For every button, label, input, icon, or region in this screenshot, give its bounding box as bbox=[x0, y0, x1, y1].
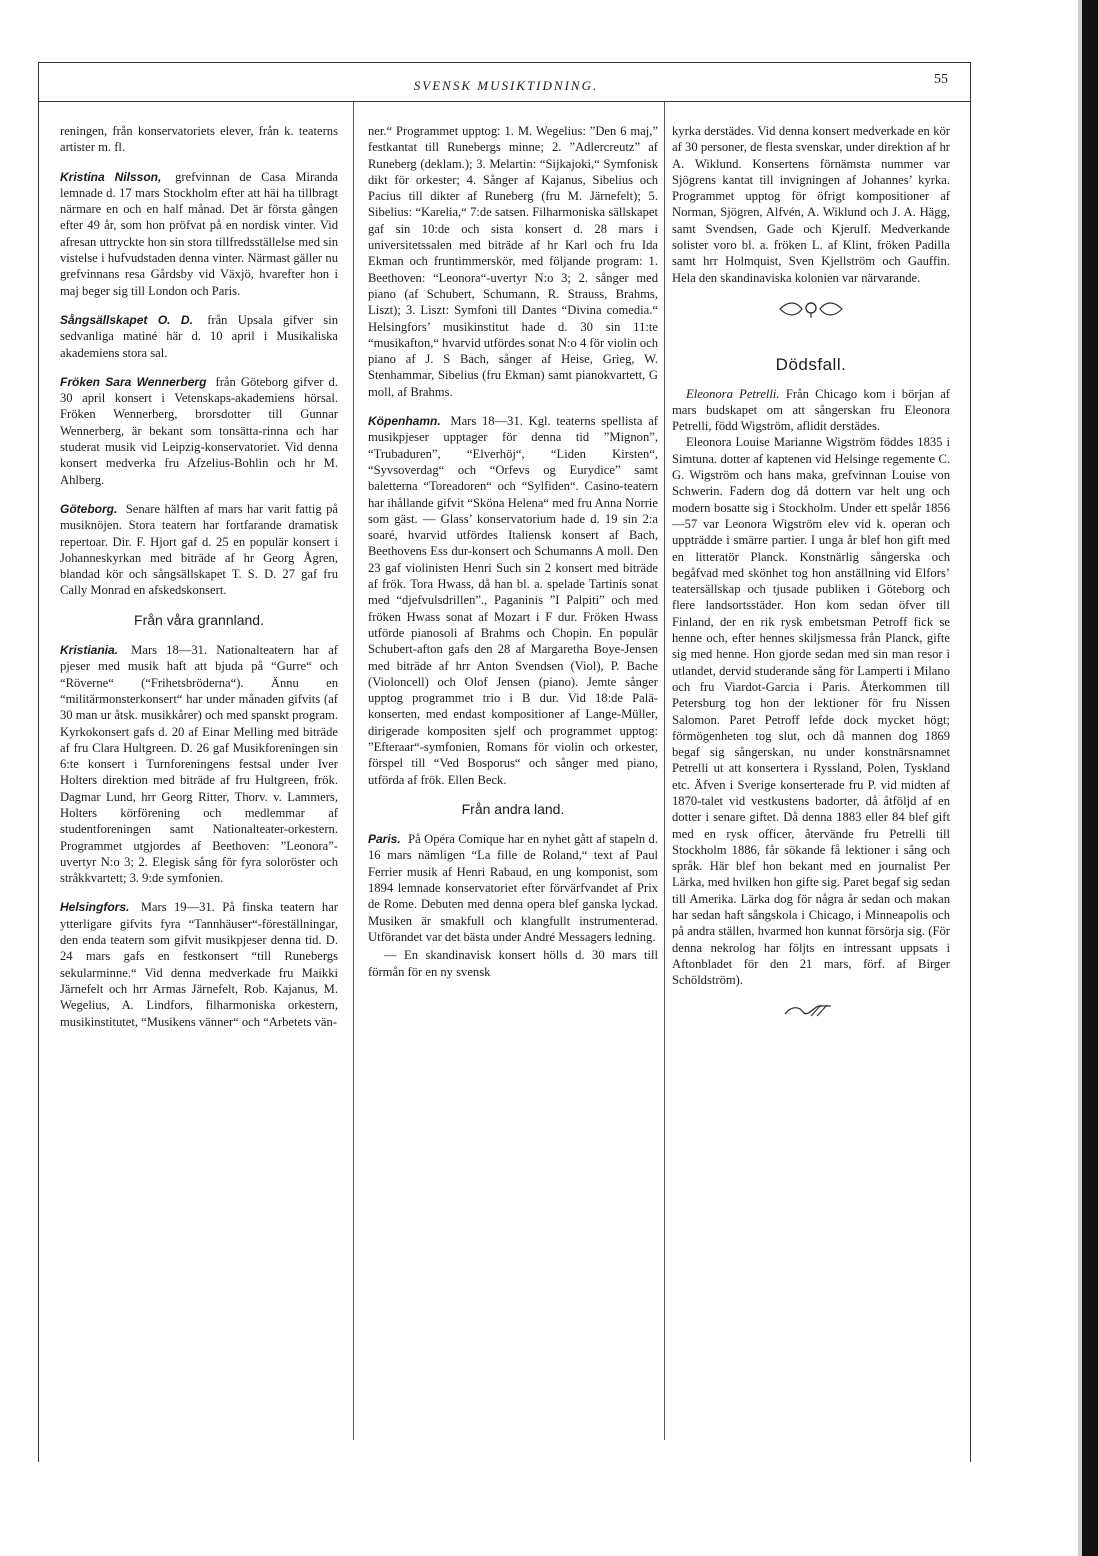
frame-left-line bbox=[38, 62, 39, 1462]
col1-heading-nilsson: Kristina Nilsson, bbox=[60, 169, 162, 184]
col1-paragraph-nilsson bbox=[60, 169, 338, 299]
col2-paragraph-paris bbox=[368, 831, 658, 945]
col3-text-petrelli: Från Chicago kom i början af mars budskapet om att sångerskan fru Eleonora Petrelli, född Wigström, aflidit derstädes. bbox=[672, 386, 950, 434]
frame-top-line bbox=[38, 62, 970, 63]
page-header bbox=[38, 72, 974, 102]
section-divider-ornament-icon bbox=[672, 299, 950, 323]
section-heading-dodsfall: Dödsfall. bbox=[775, 355, 847, 375]
col1-paragraph-kristiania bbox=[60, 642, 338, 886]
col1-heading-kristiania: Kristiania. bbox=[60, 643, 119, 658]
col1-text-helsingfors: Mars 19—31. På finska teatern har ytterligare gifvits fyra “Tannhäuser“-föreställningar, den enda teatern som gifvit musikpjeser denna tid. D. 24 mars gafs en festkonsert “till Runebergs sekularminne.“ Vid denna medverkade fru Maikki Järnefelt och hrr Armas Järnefelt, Rob. Kajanus, M. Wegelius, A. Lindfors, filharmoniska orkestern, musikinstitutet, “Musikens vänner“ och “Arbetets vän- bbox=[60, 900, 338, 1029]
col1-heading-helsingfors: Helsingfors. bbox=[60, 900, 130, 915]
col2-text-paris: På Opéra Comique har en nyhet gått af stapeln d. 16 mars nämligen “La fille de Roland,“ text af Paul Ferrier musik af Henri Rabaud, en ung komponist, som 1894 lemnade konservatoriet efter förvärfvandet af Prix de Rome. Debuten med denna opera blef ganska lyckad. Musiken är smakfull och klangfullt instrumenterad. Utförandet var det bästa under André Messagers ledning. bbox=[368, 832, 658, 944]
running-title: SVENSK MUSIKTIDNING. bbox=[413, 78, 599, 93]
scan-edge-bar bbox=[1082, 0, 1098, 1556]
col3-paragraph-petrelli bbox=[672, 386, 950, 435]
column-1 bbox=[60, 123, 338, 1443]
col1-heading-wennerberg: Fröken Sara Wennerberg bbox=[60, 374, 207, 389]
col1-text-od: från Upsala gifver sin sedvanliga matiné här d. 10 april i Musikaliska akademiens stora sal. bbox=[60, 312, 338, 360]
col2-paragraph-skandinavisk: — En skandinavisk konsert hölls d. 30 mars till förmån för en ny svensk bbox=[368, 948, 658, 979]
section-heading-andra-land: Från andra land. bbox=[461, 800, 565, 817]
col2-heading-kopenhamn: Köpenhamn. bbox=[368, 414, 441, 429]
col1-text-kristiania: Mars 18—31. Nationalteatern har af pjeser med musik haft att bjuda på “Gurre“ och “Röverne“ (“Frihetsbröderna“). Ännu en “militärmonsterkonsert“ har under månaden gifvits (af 30 man ur åtsk. musikkårer) och med spanskt program. Kyrkokonsert gafs d. 20 af Einar Melling med biträde af fru Clara Hultgreen. D. 26 gaf Musikforeningen sin 6:te konsert i Turnforeningens festsal under Iver Holters direktion med biträde af fru Hultgreen, frök. Dagmar Lund, hrr Georg Ritter, Thorv. v. Lammers, Holters körförening och medlemmar af studentforeningen samt Nationalteater-orkestern. Programmet utgjordes af Beethoven: ”Leonora”-uvertyr N:o 3; 2. Elegisk sång för fyra soloröster och stråkkvartett; 3. 9:de symfonien. bbox=[60, 643, 338, 886]
col1-paragraph-wennerberg bbox=[60, 374, 338, 488]
col3-heading-petrelli: Eleonora Petrelli. bbox=[686, 386, 780, 401]
col3-paragraph-biography: Eleonora Louise Marianne Wigström föddes 1835 i Simtuna. dotter af kaptenen vid Helsinge regemente C. G. Wigström och hans maka, grefvinnan Louise von Schwerin. Fadern dog då dottern var helt ung och modern bosatte sig i Stockholm. Under ett spelår 1856—57 var Leonora Wigström elev vid k. operan och uppträdde i smärre partier. I unga år blef hon gift med en litteratör Planck. Konstnärlig sångerska och begåfvad med skönhet tog hon anställning vid Elfors’ teatersällskap och tjusade publiken i Göteborg och flere landsortsstäder. Hon kom sedan öfver till Finland, der en rik rysk embetsman Petroff fick se henne och, efter hennes skiljsmessa från Planck, gifte sig med henne. Hon gjorde sedan med sin man resor i utlandet, dervid studerande sång för Lamperti i Milano och fru Viardot-Garcia i Paris. Återkommen till Petersburg tog hon der lektioner för fru Nissen Salomon. Paret Petroff lefde dock mycket högt; förmögenheten tog slut, och då mannen dog 1869 begaf sig sångerskan, nu under konstnärsnamnet Petrelli ut att konsertera i Ryssland, Polen, Tyskland etc. Äfven i Sverige konserterade fru P. vid midten af 1870-talet vid vestkustens badorter, då åtföljd af en dotter i senare giftet. Då denna 1883 eller 84 blef gift med en rysk officer, återvände fru Petrelli till Stockholm 1886, får sökande få lektioner i sång och språk. Här blef hon bekant med en journalist Per Lärka, med hvilken hon gifte sig. Paret begaf sig sedan till Amerika. Lärka dog för några år sedan och makan har sedan haft sångskola i Chicago, i Minneapolis och på andra ställen, hvarmed hon kunnat försörja sig. (För denna nekrolog har följts en intressant uppsats i Aftonbladet för den 21 mars, förf. af Birger Schöldström). bbox=[672, 435, 950, 988]
col1-text-goteborg: Senare hälften af mars har varit fattig på musiknöjen. Stora teatern har fortfarande dramatisk repertoar. Dir. F. Hjort gaf d. 25 en populär konsert i Johanneskyrkan med biträde af hr Georg Ågren, blandad kör och sångsällskapet T. S. D. 27 gaf fru Cally Monrad en afskedskonsert. bbox=[60, 501, 338, 598]
col1-paragraph-od bbox=[60, 312, 338, 361]
column-rule-2 bbox=[664, 102, 665, 1440]
col2-heading-paris: Paris. bbox=[368, 832, 401, 847]
col2-text-kopenhamn: Mars 18—31. Kgl. teaterns spellista af musikpjeser upptager för denna tid ”Mignon”, “Trubaduren”, “Elverhöj“, “Liden Kirsten“, “Syvsoverdag“ och “Orfevs og Eurydice” samt baletterna “Toreadoren“ och “Sylfiden“. Casino-teatern har ihållande gifvit “Sköna Helena“ med fru Anna Norrie som gäst. — Glass’ konservatorium hade d. 19 sin 2:a soaré, hvarvid utfördes Italiensk konsert af Bach, Beethovens Ess dur-konsert och Schumanns A moll. Den 23 gaf violinisten Henri Such sin 2 konsert med biträde af frök. Tora Hwass, då han bl. a. spelade Tartinis sonat med “djefvulsdrillen”., Paganinis ”I Palpiti” och med fröken Hwass sonat af Mozart i F dur. Fröken Hwass utförde pianosoli af Brahms och Chopin. En populär Schubert-afton gafs den 28 af Margaretha Boye-Jensen med biträde af hrr Anton Svendsen (Viol), P. Bache (Violoncell) och Olof Jensen (piano). Jemte sånger upptog programmet trio i B dur. Vid 18:de Palä-konserten, med endast kompositioner af Lange-Müller, dirigerade kompositen sjelf och programmet upptog: ”Efteraar“-symfonien, Romans för violin och orkester, förspel till “Ved Bosporus“ och sånger med piano, utförda af frök. Ellen Beck. bbox=[368, 414, 658, 787]
column-3 bbox=[672, 123, 950, 1443]
col1-heading-od: Sångsällskapet O. D. bbox=[60, 312, 193, 327]
page-number: 55 bbox=[934, 72, 948, 87]
col1-heading-goteborg: Göteborg. bbox=[60, 501, 118, 516]
col2-paragraph-0: ner.“ Programmet upptog: 1. M. Wegelius: ”Den 6 maj,” festkantat till Runebergs minne; 2. ”Adlercreutz” af Runeberg (deklam.); 3. Melartin: “Sijkajoki,“ Symfonisk dikt för orkester; 4. Sånger af Kajanus, Sibelius och Pacius till dikter af Runeberg (fru M. Järnefelt); 5. Sibelius: “Karelia,“ 7:de satsen. Filharmoniska sällskapet gaf sin 10:de och sista konsert d. 28 mars i universitetssalen med biträde af hr Karl och fru Ida Ekman och fruntimmerskör, med följande program: 1. Beethoven: “Leonora“-uvertyr N:o 3; 2. sånger med piano (af Schubert, Schumann, R. Strauss, Brahms, Liszt); 3. Liszt: Symfoni till Dantes “Divina comedia.“ Helsingfors’ musikinstitut hade d. 30 sin 11:te “musikafton,“ hvarvid utfördes sonat N:o 4 för violin och piano af J. S Bach, sånger af Heise, Grieg, W. Stenhammar, Sibelius (fru Ekman) samt pianokvartett, G moll, af Brahms. bbox=[368, 124, 658, 399]
col1-paragraph-0: reningen, från konservatoriets elever, från k. teaterns artister m. fl. bbox=[60, 124, 338, 155]
col2-paragraph-kopenhamn bbox=[368, 413, 658, 788]
col1-text-wennerberg: från Göteborg gifver d. 30 april konsert i Vetenskaps-akademiens hörsal. Fröken Wennerberg, brorsdotter till Gunnar Wennerberg, är bekant som tonsätta-rinna och har studerat musik vid Leipzig-konservatoriet. Vid denna konsert medverka fru Afzelius-Bohlin och hr M. Ahlberg. bbox=[60, 374, 338, 487]
column-2 bbox=[368, 123, 658, 1443]
section-heading-grannland: Från våra grannland. bbox=[134, 611, 264, 628]
col1-text-nilsson: grefvinnan de Casa Miranda lemnade d. 17 mars Stockholm efter att häi ha tillbragt närmare en och en half månad. Det är första gången efter 49 år, som hon pröfvat på en nordisk vinter. Vid afresan uttryckte hon sin stora tillfredsställelse med sin vistelse i hufvudstaden denna vinter. Närmast gäller nu grefvinnans resa Gårdsby vid Växjö, hvarefter hon i maj beger sig till London och Paris. bbox=[60, 169, 338, 298]
col1-paragraph-helsingfors bbox=[60, 899, 338, 1029]
end-flourish-icon bbox=[672, 1002, 950, 1024]
column-rule-1 bbox=[353, 102, 354, 1440]
col3-paragraph-0: kyrka derstädes. Vid denna konsert medverkade en kör af 30 personer, de flesta svenskar, under direktion af hr A. Wiklund. Konsertens förnämsta nummer var Sjögrens kantat till invigningen af Johannes’ kyrka. Programmet upptog för öfrigt kompositioner af Norman, Sjögren, Alfvén, A. Wiklund och J. A. Hägg, samt Svendsen, Gade och Kjerulf. Medverkande solister voro bl. a. fröken L. af Klint, fröken Padilla samt hrr Holmquist, Sven Kjellström och Gauffin. Hela den skandinaviska kolonien var närvarande. bbox=[672, 124, 950, 285]
frame-right-line bbox=[970, 62, 971, 1462]
col1-paragraph-goteborg bbox=[60, 501, 338, 599]
